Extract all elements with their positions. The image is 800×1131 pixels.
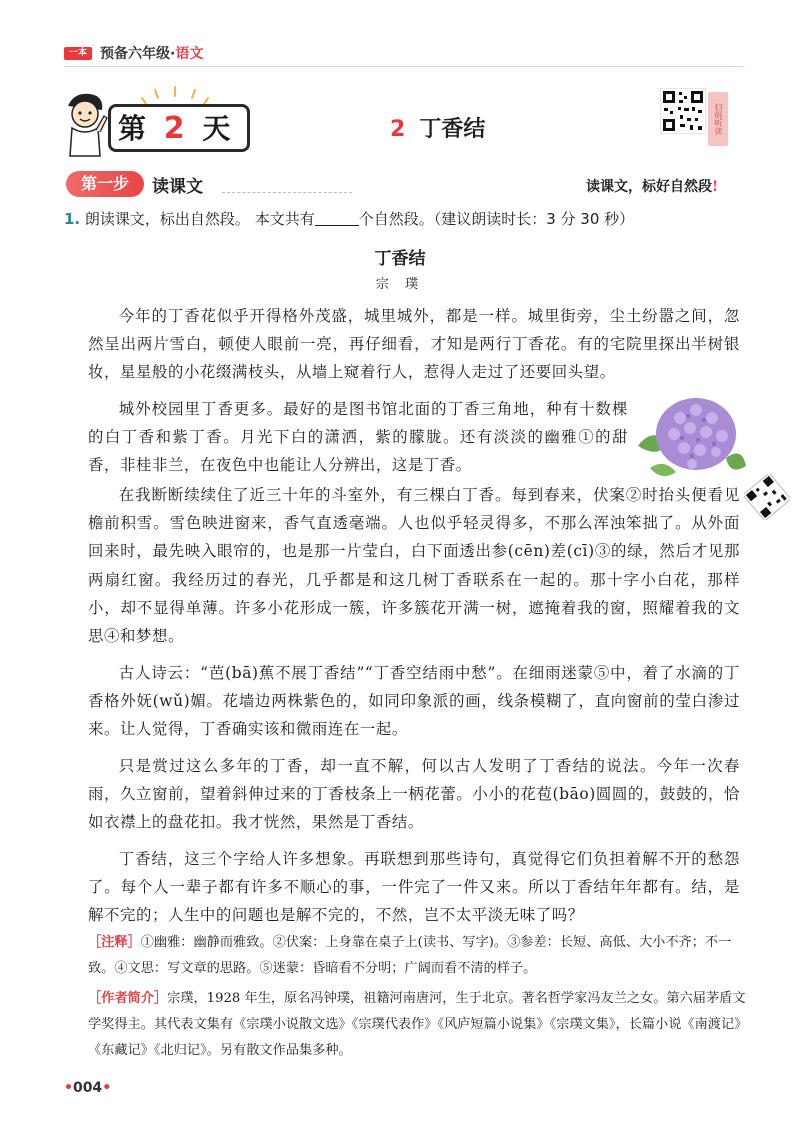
step-tip-mark: ! <box>712 179 719 195</box>
day-prefix: 第 <box>118 112 151 145</box>
page-number-value: 004 <box>72 1080 103 1096</box>
answer-blank[interactable] <box>315 211 359 226</box>
brand-logo: 一本 <box>64 47 92 60</box>
question-1 <box>64 208 634 229</box>
step-badge: 第一步 <box>66 171 144 197</box>
series-separator: · <box>170 46 176 62</box>
step-divider <box>222 192 352 193</box>
side-qr-code-icon[interactable] <box>744 474 790 520</box>
day-suffix: 天 <box>202 112 235 145</box>
lesson-title <box>390 112 485 143</box>
notes <box>88 930 748 982</box>
page-number: •004• <box>64 1080 112 1096</box>
header-rule <box>64 66 744 67</box>
step-label: 读课文 <box>152 177 203 197</box>
paragraph-1: 今年的丁香花似乎开得格外茂盛，城里城外，都是一样。城里街旁，尘土纷嚣之间，忽然呈出两片雪白，顿使人眼前一亮，再仔细看，才知是两行丁香花。有的宅院里探出半树银妆，星星般的小花缀满枝头，从墙上窥着行人，惹得人走过了还要回头望。 <box>88 307 740 382</box>
notes-text: ①幽雅：幽静而雅致。②伏案：上身靠在桌子上(读书、写字)。③参差：长短、高低、大小不齐；不一致。④文思：写文章的思路。⑤迷蒙：昏暗看不分明；广阔而看不清的样子。 <box>88 935 732 976</box>
notes-label: ［注释］ <box>88 935 141 950</box>
author-intro-label: ［作者简介］ <box>88 991 168 1006</box>
qr-listen-tag: 扫码听读 <box>708 92 728 146</box>
subject-name: 语文 <box>175 46 204 62</box>
article-title: 丁香结 <box>374 249 426 269</box>
paragraph-5: 只是赏过这么多年的丁香，却一直不解，何以古人发明了丁香结的说法。今年一次春雨，久立窗前，望着斜伸过来的丁香枝条上一柄花蕾。小小的花苞(bāo)圆圆的，鼓鼓的，恰如衣襟上的盘花扣。我才恍然，果然是丁香结。 <box>88 757 740 832</box>
author-intro-text: 宗璞，1928 年生，原名冯钟璞，祖籍河南唐河，生于北京。著名哲学家冯友兰之女。第六届茅盾文学奖得主。其代表文集有《宗璞小说散文选》《宗璞代表作》《风庐短篇小说集》《宗璞文集》，长篇小说《南渡记》《东藏记》《北归记》。另有散文作品集多种。 <box>88 991 748 1058</box>
paragraph-3: 在我断断续续住了近三十年的斗室外，有三棵白丁香。每到春来，伏案②时抬头便看见檐前积雪。雪色映进窗来，香气直透毫端。人也似乎轻灵得多，不那么浑浊笨拙了。从外面回来时，最先映入眼帘的，也是那一片莹白，白下面透出参(cēn)差(cī)③的绿，然后才见那两扇红窗。我经历过的春光，几乎都是和这几树丁香联系在一起的。那十字小白花，那样小，却不显得单薄。许多小花形成一簇，许多簇花开满一树，遮掩着我的窗，照耀着我的文思④和梦想。 <box>88 486 740 646</box>
qr-code-icon[interactable] <box>660 88 706 134</box>
question-text-before: 朗读课文，标出自然段。 本文共有 <box>84 210 315 228</box>
question-number: 1. <box>64 210 81 228</box>
lesson-number: 2 <box>390 117 406 142</box>
author-intro <box>88 986 748 1063</box>
step-tip-text: 读课文，标好自然段 <box>586 179 712 195</box>
student-mascot-icon <box>60 88 110 158</box>
article-author: 宗 璞 <box>375 277 425 292</box>
paragraph-4: 古人诗云：“芭(bā)蕉不展丁香结”“丁香空结雨中愁”。在细雨迷蒙⑤中，着了水滴的丁香格外妩(wǔ)媚。花墙边两株紫色的，如同印象派的画，线条模糊了，直向窗前的莹白渗过来。让人觉得，丁香确实该和微雨连在一起。 <box>88 664 740 739</box>
lesson-name: 丁香结 <box>419 117 486 142</box>
question-text-after: 个自然段。（建议朗读时长：3 分 30 秒） <box>358 210 635 228</box>
day-number: 2 <box>163 111 189 146</box>
series-name: 预备六年级 <box>100 46 170 62</box>
series-title <box>100 43 203 63</box>
lilac-flower-image <box>630 388 748 484</box>
day-label <box>118 107 234 147</box>
paragraph-2: 城外校园里丁香更多。最好的是图书馆北面的丁香三角地，种有十数棵的白丁香和紫丁香。月光下白的潇洒，紫的朦胧。还有淡淡的幽雅①的甜香，非桂非兰，在夜色中也能让人分辨出，这是丁香。 <box>88 400 628 475</box>
paragraph-6: 丁香结，这三个字给人许多想象。再联想到那些诗句，真觉得它们负担着解不开的愁怨了。每个人一辈子都有许多不顺心的事，一件完了一件又来。所以丁香结年年都有。结，是解不完的；人生中的问题也是解不完的，不然，岂不太平淡无味了吗？ <box>88 850 740 925</box>
sun-rays-icon <box>140 84 210 106</box>
step-tip <box>586 176 718 196</box>
